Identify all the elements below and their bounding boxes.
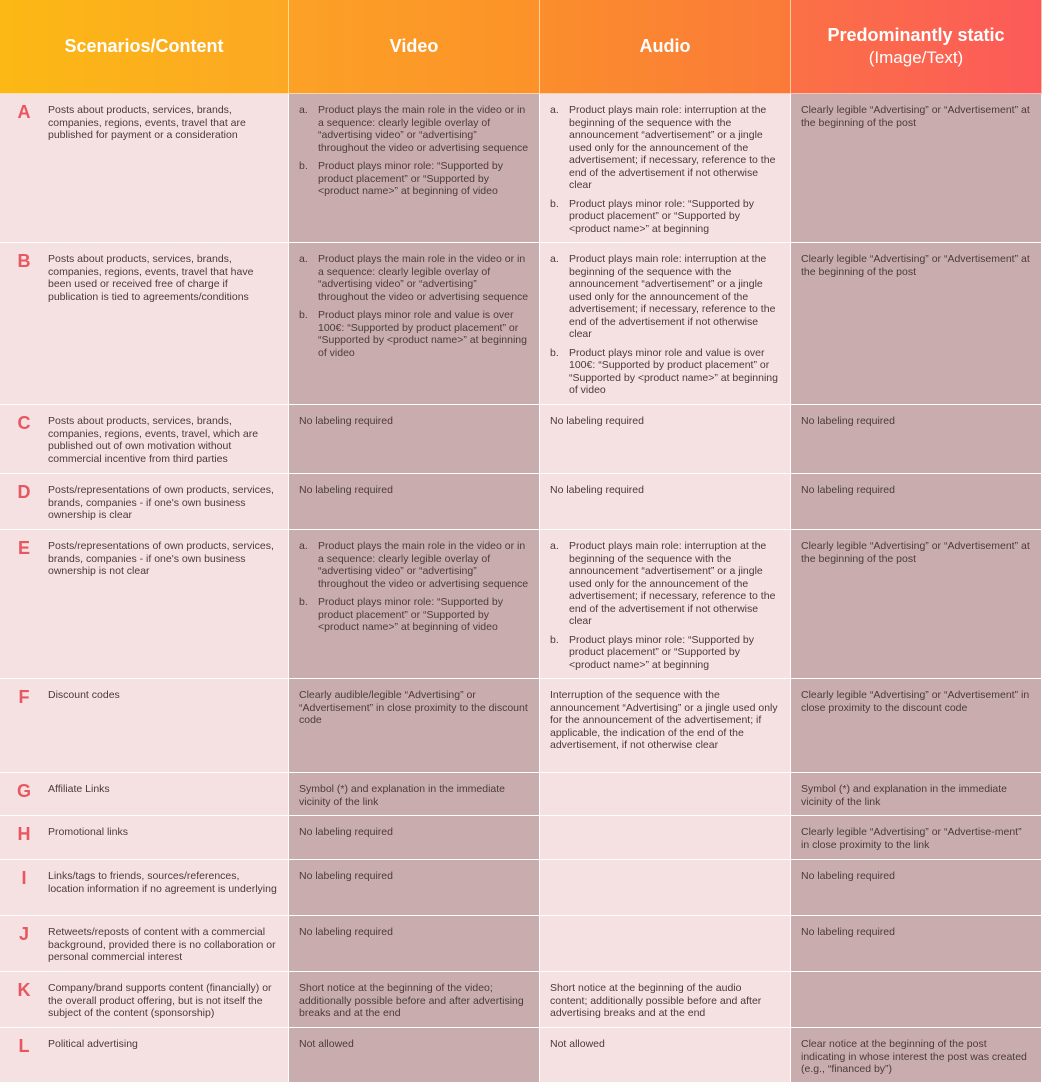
header-static-sub: (Image/Text) <box>868 48 964 67</box>
row-letter: H <box>17 824 31 844</box>
audio-list <box>550 253 780 397</box>
row-letter: E <box>17 538 30 558</box>
video-cell: Symbol (*) and explanation in the immediate vicinity of the link <box>289 773 540 816</box>
scenario-text: Company/brand supports content (financially) or the overall product offering, but is not itself the subject of the content (sponsorship) <box>48 982 272 1019</box>
list-item: b. Product plays minor role: “Supported by product placement” or “Supported by <product name>” at beginning <box>550 633 755 671</box>
scenario-cell <box>0 816 289 860</box>
list-item: b. Product plays minor role: “Supported by product placement” or “Supported by <product name>” at beginning of video <box>299 160 504 197</box>
video-list <box>299 253 529 359</box>
audio-cell <box>540 860 791 916</box>
audio-cell: No labeling required <box>540 405 791 474</box>
scenario-cell <box>0 1028 289 1083</box>
static-cell: Clearly legible “Advertising” or “Advertisement” in close proximity to the discount code <box>791 679 1042 773</box>
video-cell <box>289 94 540 243</box>
video-cell: Clearly audible/legible “Advertising” or “Advertisement” in close proximity to the discount code <box>289 679 540 773</box>
scenario-cell <box>0 243 289 405</box>
audio-cell: Short notice at the beginning of the audio content; additionally possible before and after advertising breaks and at the end <box>540 972 791 1028</box>
video-list <box>299 104 529 198</box>
static-cell: Clear notice at the beginning of the post indicating in whose interest the post was created (e.g., “financed by”) <box>791 1028 1042 1083</box>
list-item: b. Product plays minor role: “Supported by product placement” or “Supported by <product name>” at beginning <box>550 197 755 235</box>
row-letter: B <box>17 251 31 271</box>
list-item: a. Product plays the main role in the video or in a sequence: clearly legible overlay of “advertising video” or “advertising” throughout the video or advertising sequence <box>299 104 529 154</box>
video-cell <box>289 530 540 679</box>
audio-cell: Interruption of the sequence with the announcement “Advertising” or a jingle used only for the announcement of the advertisement; if applicable, the indication of the end of the advertisement, if not otherwise clear <box>540 679 791 773</box>
video-list <box>299 540 529 634</box>
list-item: a. Product plays the main role in the video or in a sequence: clearly legible overlay of “advertising video” or “advertising” throughout the video or advertising sequence <box>299 540 529 590</box>
row-letter: G <box>16 781 31 801</box>
audio-cell <box>540 773 791 816</box>
static-cell: Clearly legible “Advertising” or “Advertise-ment” in close proximity to the link <box>791 816 1042 860</box>
scenario-text: Links/tags to friends, sources/references, location information if no agreement is underlying <box>48 870 277 895</box>
audio-cell <box>540 530 791 679</box>
static-cell: No labeling required <box>791 860 1042 916</box>
video-cell: No labeling required <box>289 916 540 972</box>
list-item: b. Product plays minor role and value is over 100€: “Supported by product placement” or “Supported by <product name>” at beginning of video <box>550 346 778 396</box>
scenario-text: Political advertising <box>48 1038 138 1050</box>
list-item: a. Product plays main role: interruption at the beginning of the sequence with the announcement “advertisement” or a jingle used only for the announcement of the advertisement; if necessary, reference to the end of the advertisement if not otherwise clear <box>550 104 776 191</box>
header-video: Video <box>289 0 540 94</box>
scenario-text: Retweets/reposts of content with a commercial background, provided there is no collaboration or personal commercial interest <box>48 926 276 963</box>
video-cell: No labeling required <box>289 860 540 916</box>
scenario-text: Posts about products, services, brands, companies, regions, events, travel that are published for payment or a consideration <box>48 104 246 141</box>
scenario-cell <box>0 405 289 474</box>
row-letter: J <box>18 924 29 944</box>
list-item: a. Product plays the main role in the video or in a sequence: clearly legible overlay of “advertising video” or “advertising” throughout the video or advertising sequence <box>299 253 529 303</box>
scenario-text: Promotional links <box>48 826 128 838</box>
static-cell: Clearly legible “Advertising” or “Advertisement” at the beginning of the post <box>791 94 1042 243</box>
audio-list <box>550 540 780 671</box>
video-cell: No labeling required <box>289 474 540 530</box>
scenario-text: Posts/representations of own products, services, brands, companies - if one's own business ownership is clear <box>48 484 274 521</box>
row-letter: I <box>21 868 27 888</box>
audio-cell: Not allowed <box>540 1028 791 1083</box>
scenario-text: Posts about products, services, brands, companies, regions, events, travel that have been used or received free of charge if publication is tied to agreements/conditions <box>48 253 254 303</box>
video-cell: No labeling required <box>289 816 540 860</box>
video-cell: No labeling required <box>289 405 540 474</box>
audio-list <box>550 104 780 235</box>
audio-cell <box>540 243 791 405</box>
row-letter: K <box>17 980 31 1000</box>
scenario-text: Affiliate Links <box>48 783 110 795</box>
list-item: a. Product plays main role: interruption at the beginning of the sequence with the announcement “advertisement” or a jingle used only for the announcement of the advertisement; if necessary, reference to the end of the advertisement if not otherwise clear <box>550 540 776 627</box>
static-cell <box>791 972 1042 1028</box>
scenario-text: Discount codes <box>48 689 120 701</box>
scenario-cell <box>0 530 289 679</box>
row-letter: F <box>18 687 30 707</box>
video-cell: Not allowed <box>289 1028 540 1083</box>
scenario-text: Posts/representations of own products, services, brands, companies - if one's own business ownership is not clear <box>48 540 274 577</box>
audio-cell: No labeling required <box>540 474 791 530</box>
header-scenarios: Scenarios/Content <box>0 0 289 94</box>
static-cell: Clearly legible “Advertising” or “Advertisement” at the beginning of the post <box>791 243 1042 405</box>
row-letter: A <box>17 102 31 122</box>
row-letter: L <box>18 1036 30 1056</box>
scenario-cell <box>0 972 289 1028</box>
row-letter: C <box>17 413 31 433</box>
video-cell: Short notice at the beginning of the video; additionally possible before and after advertising breaks and at the end <box>289 972 540 1028</box>
scenario-text: Posts about products, services, brands, companies, regions, events, travel, which are published out of own motivation without commercial incentive from third parties <box>48 415 259 465</box>
scenario-cell <box>0 773 289 816</box>
scenario-cell <box>0 679 289 773</box>
row-letter: D <box>17 482 31 502</box>
list-item: a. Product plays main role: interruption at the beginning of the sequence with the announcement “advertisement” or a jingle used only for the announcement of the advertisement; if necessary, reference to the end of the advertisement if not otherwise clear <box>550 253 776 340</box>
scenario-cell <box>0 860 289 916</box>
static-cell: No labeling required <box>791 405 1042 474</box>
audio-cell <box>540 816 791 860</box>
scenario-cell <box>0 94 289 243</box>
audio-cell <box>540 916 791 972</box>
video-cell <box>289 243 540 405</box>
static-cell: No labeling required <box>791 474 1042 530</box>
audio-cell <box>540 94 791 243</box>
scenario-cell <box>0 474 289 530</box>
header-audio: Audio <box>540 0 791 94</box>
header-static: Predominantly static (Image/Text) <box>791 0 1042 94</box>
static-cell: Clearly legible “Advertising” or “Advertisement” at the beginning of the post <box>791 530 1042 679</box>
static-cell: Symbol (*) and explanation in the immediate vicinity of the link <box>791 773 1042 816</box>
static-cell: No labeling required <box>791 916 1042 972</box>
scenario-cell <box>0 916 289 972</box>
list-item: b. Product plays minor role: “Supported by product placement” or “Supported by <product name>” at beginning of video <box>299 596 504 633</box>
list-item: b. Product plays minor role and value is over 100€: “Supported by product placement” or “Supported by <product name>” at beginning of video <box>299 309 527 359</box>
